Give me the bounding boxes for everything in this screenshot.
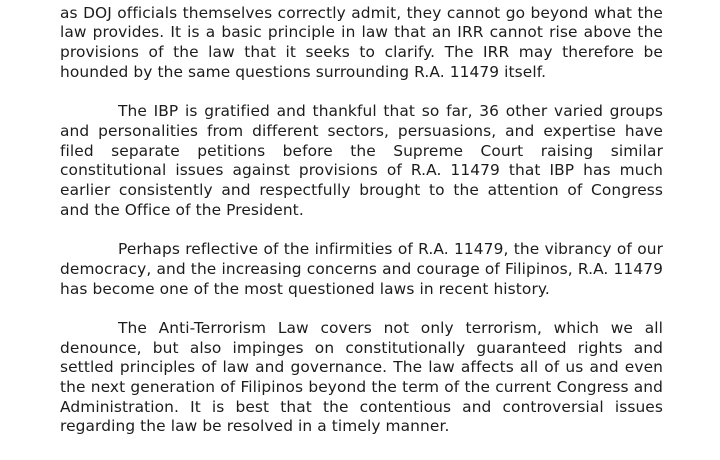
paragraph-irr-limits: as DOJ officials themselves correctly admit, they cannot go beyond what the law provides. It is a basic principle in law that an IRR cannot rise above the provisions of the law that it seeks to clarify. The IRR may therefore be hounded by the same questions surrounding R.A. 11479 itself.: [60, 3, 663, 81]
paragraph-most-questioned-law: Perhaps reflective of the infirmities of R.A. 11479, the vibrancy of our democracy, and the increasing concerns and courage of Filipinos, R.A. 11479 has become one of the most questioned laws in recent history.: [60, 240, 663, 298]
paragraph-ibp-petitions: The IBP is gratified and thankful that so far, 36 other varied groups and personalities from different sectors, persuasions, and expertise have filed separate petitions before the Supreme Court raising similar constitutional issues against provisions of R.A. 11479 that IBP has much earlier consistently and respectfully brought to the attention of Congress and the Office of the President.: [60, 102, 663, 219]
paragraph-anti-terrorism-law: The Anti-Terrorism Law covers not only terrorism, which we all denounce, but also impinges on constitutionally guaranteed rights and settled principles of law and governance. The law affects all of us and even the next generation of Filipinos beyond the term of the current Congress and Administration. It is best that the contentious and controversial issues regarding the law be resolved in a timely manner.: [60, 318, 663, 436]
document-page: [60, 0, 663, 457]
